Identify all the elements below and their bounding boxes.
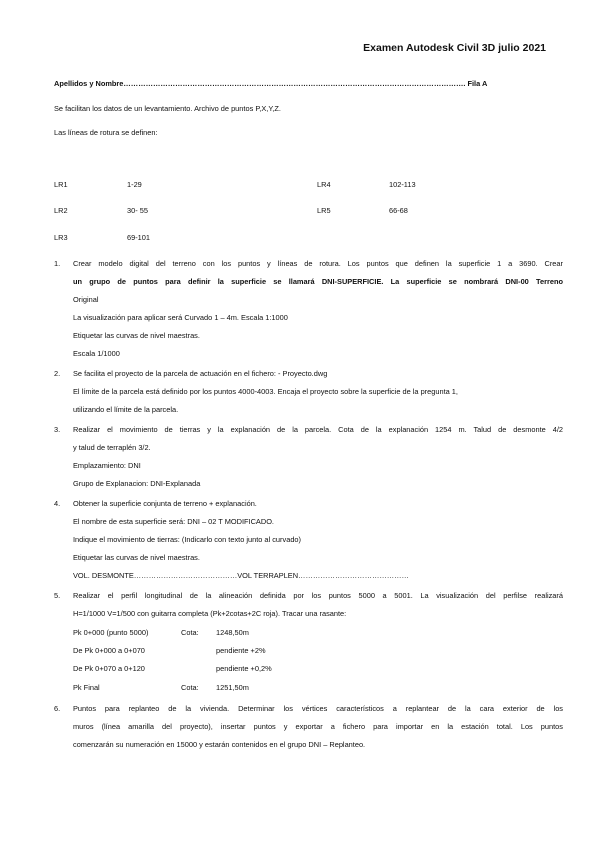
question-line: utilizando el límite de la parcela. [73, 405, 179, 414]
breakline-range: 102-113 [389, 180, 416, 189]
breakline-range: 1-29 [127, 180, 142, 189]
question-3 [73, 421, 563, 493]
question-line: y talud de terraplén 3/2. [73, 443, 151, 452]
question-line: Indique el movimiento de tierras: (Indicarlo con texto junto al curvado) [73, 535, 301, 544]
question-line: Puntos para replanteo de la vivienda. Determinar los vértices característicos a replantear de la cara exterior de los [73, 704, 563, 713]
volumes-line [73, 567, 563, 585]
profile-pk: De Pk 0+070 a 0+120 [73, 664, 145, 673]
question-line: Realizar el perfil longitudinal de la alineación definida por los puntos 5000 a 5001. La visualización del perfilse realizará [73, 591, 563, 600]
question-number: 1. [54, 259, 61, 268]
intro-line-2: Las líneas de rotura se definen: [54, 128, 158, 137]
question-4 [73, 495, 563, 585]
breakline-name: LR1 [54, 180, 68, 189]
question-line: La visualización para aplicar será Curvado 1 – 4m. Escala 1:1000 [73, 313, 288, 322]
profile-pk: Pk Final [73, 683, 100, 692]
student-name-label: Apellidos y Nombre [54, 79, 124, 88]
question-6 [73, 700, 563, 754]
breakline-range: 30- 55 [127, 206, 148, 215]
question-number: 2. [54, 369, 61, 378]
breakline-range: 69-101 [127, 233, 151, 242]
question-line: Original [73, 295, 99, 304]
exam-title: Examen Autodesk Civil 3D julio 2021 [363, 42, 546, 54]
question-line: Realizar el movimiento de tierras y la explanación de la parcela. Cota de la explanación 1254 m. Talud de desmonte 4/2 [73, 425, 563, 434]
breakline-range: 66-68 [389, 206, 408, 215]
breakline-name: LR5 [317, 206, 331, 215]
question-number: 3. [54, 425, 61, 434]
question-number: 5. [54, 591, 61, 600]
volume-cut-blank: …………………………………… [133, 571, 238, 580]
volume-fill-label: VOL TERRAPLEN [237, 571, 299, 580]
question-line: Crear modelo digital del terreno con los puntos y líneas de rotura. Los puntos que definen la superficie 1 a 3690. Crear [73, 259, 563, 268]
profile-value: 1248,50m [216, 628, 249, 637]
question-2 [73, 365, 563, 419]
question-line: comenzarán su numeración en 15000 y estarán contenidos en el grupo DNI – Replanteo. [73, 740, 366, 749]
profile-value: pendiente +0,2% [216, 664, 272, 673]
question-line: El límite de la parcela está definido por los puntos 4000-4003. Encaja el proyecto sobre la superficie de la pregunta 1, [73, 387, 458, 396]
breakline-name: LR2 [54, 206, 68, 215]
question-line: Emplazamiento: DNI [73, 461, 141, 470]
question-line: Obtener la superficie conjunta de terreno + explanación. [73, 499, 257, 508]
profile-label: Cota: [181, 683, 199, 692]
profile-label: Cota: [181, 628, 199, 637]
student-name-line [54, 79, 487, 88]
question-line: muros (línea amarilla del proyecto), insertar puntos y exportar a fichero para importar en la estación total. Los puntos [73, 722, 563, 731]
student-name-dots: ………………………………………………………………………………………………………………………… [123, 79, 464, 88]
breakline-name: LR3 [54, 233, 68, 242]
question-line: Etiquetar las curvas de nivel maestras. [73, 553, 200, 562]
row-label: . Fila A [463, 79, 488, 88]
question-1 [73, 255, 563, 363]
question-line: Grupo de Explanacion: DNI-Explanada [73, 479, 201, 488]
breakline-name: LR4 [317, 180, 331, 189]
profile-pk: Pk 0+000 (punto 5000) [73, 628, 149, 637]
question-number: 4. [54, 499, 61, 508]
question-line: un grupo de puntos para definir la superficie se llamará DNI-SUPERFICIE. La superficie se nombrará DNI-00 Terreno [73, 277, 563, 286]
question-line: Etiquetar las curvas de nivel maestras. [73, 331, 200, 340]
question-line: H=1/1000 V=1/500 con guitarra completa (Pk+2cotas+2C roja). Tracar una rasante: [73, 609, 347, 618]
question-5 [73, 587, 563, 623]
question-line: Escala 1/1000 [73, 349, 120, 358]
profile-pk: De Pk 0+000 a 0+070 [73, 646, 145, 655]
question-number: 6. [54, 704, 61, 713]
volume-cut-label: VOL. DESMONTE [73, 571, 134, 580]
profile-value: pendiente +2% [216, 646, 266, 655]
question-line: Se facilita el proyecto de la parcela de actuación en el fichero: - Proyecto.dwg [73, 369, 328, 378]
profile-value: 1251,50m [216, 683, 249, 692]
volume-fill-blank: ……………………………………… [298, 571, 409, 580]
intro-line-1: Se facilitan los datos de un levantamiento. Archivo de puntos P,X,Y,Z. [54, 104, 281, 113]
question-line: El nombre de esta superficie será: DNI – 02 T MODIFICADO. [73, 517, 274, 526]
